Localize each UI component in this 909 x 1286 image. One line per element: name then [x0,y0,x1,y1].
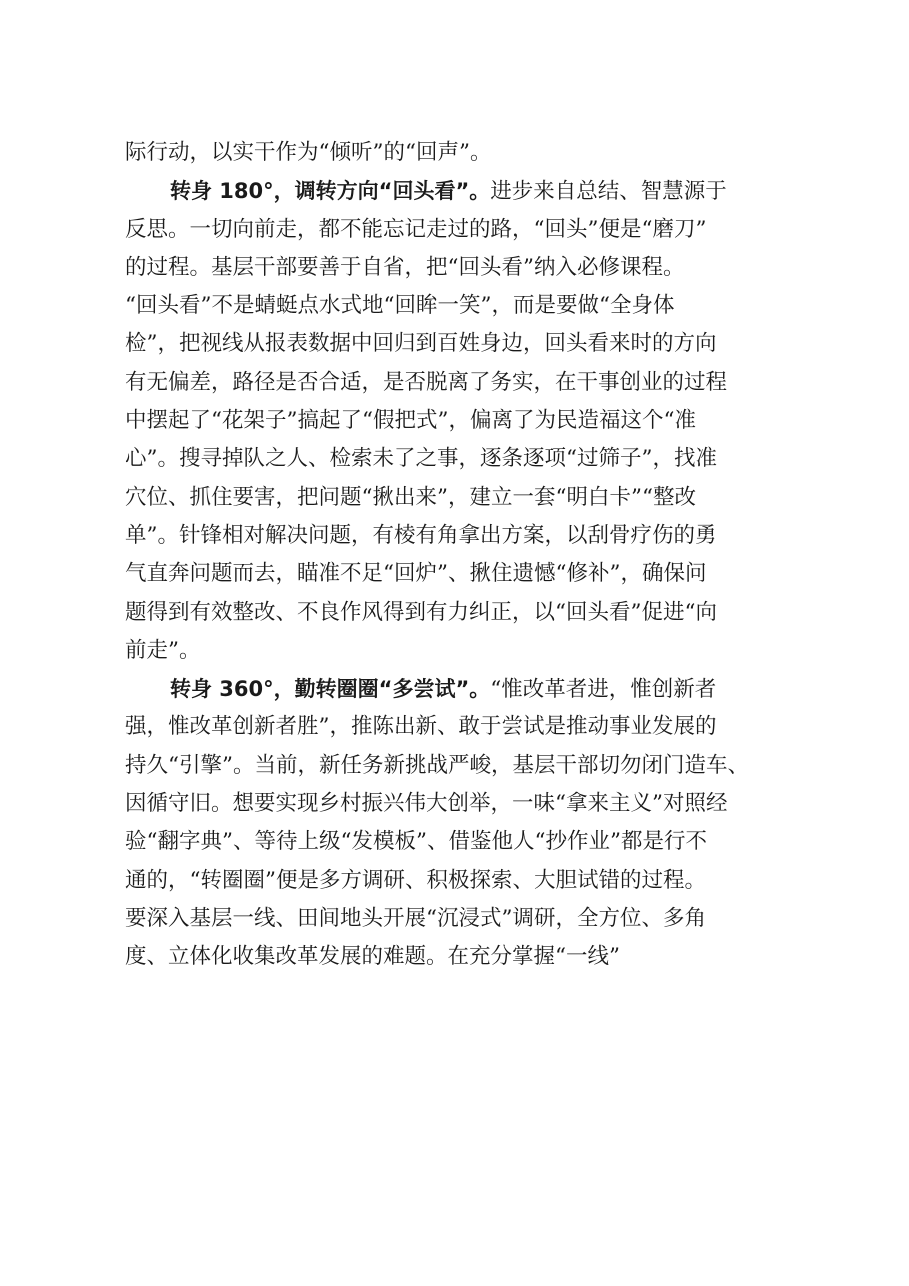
text-line: 心”。搜寻掉队之人、检索未了之事，逐条逐项“过筛子”，找准 [125,446,717,472]
text-line: 际行动，以实干作为“倾听”的“回声”。 [125,140,492,165]
section-lead-turn-360: 转身 360°，勤转圈圈“多尝试”。 [170,677,491,702]
text-span: 进步来自总结、智慧源于 [490,179,727,205]
section-lead-turn-180: 转身 180°，调转方向“回头看”。 [170,179,491,204]
text-line: 有无偏差，路径是否合适，是否脱离了务实，在干事创业的过程 [125,369,728,395]
paragraph-2-first-line [125,172,801,210]
text-line: 穴位、抓住要害，把问题“揪出来”，建立一套“明白卡”“整改 [125,484,696,510]
paragraph-3-first-line [125,670,801,708]
text-span: “惟改革者进，惟创新者 [490,677,717,703]
text-line: 度、立体化收集改革发展的难题。在充分掌握“一线” [125,944,620,970]
text-line: 前走”。 [125,637,201,663]
text-line: 气直奔问题而去，瞄准不足“回炉”、揪住遗憾“修补”，确保问 [125,561,707,587]
text-line: 反思。一切向前走，都不能忘记走过的路，“回头”便是“磨刀” [125,216,707,242]
text-line: 单”。针锋相对解决问题，有棱有角拿出方案，以刮骨疗伤的勇 [125,522,717,548]
text-line: 通的，“转圈圈”便是多方调研、积极探索、大胆试错的过程。 [125,867,706,893]
text-line: 题得到有效整改、不良作风得到有力纠正，以“回头看”促进“向 [125,599,717,625]
text-line: 强，惟改革创新者胜”，推陈出新、敢于尝试是推动事业发展的 [125,714,717,740]
text-line: 验“翻字典”、等待上级“发模板”、借鉴他人“抄作业”都是行不 [125,829,707,855]
text-line: “回头看”不是蜻蜓点水式地“回眸一笑”，而是要做“全身体 [125,293,675,319]
text-line: 检”，把视线从报表数据中回归到百姓身边，回头看来时的方向 [125,331,717,357]
text-line: 的过程。基层干部要善于自省，把“回头看”纳入必修课程。 [125,254,685,280]
text-line: 持久“引擎”。当前，新任务新挑战严峻，基层干部切勿闭门造车、 [125,752,749,778]
text-line: 要深入基层一线、田间地头开展“沉浸式”调研，全方位、多角 [125,905,706,931]
article-body [125,134,801,977]
text-line: 中摆起了“花架子”搞起了“假把式”，偏离了为民造福这个“准 [125,408,696,434]
text-line: 因循守旧。想要实现乡村振兴伟大创举，一味“拿来主义”对照经 [125,791,728,817]
